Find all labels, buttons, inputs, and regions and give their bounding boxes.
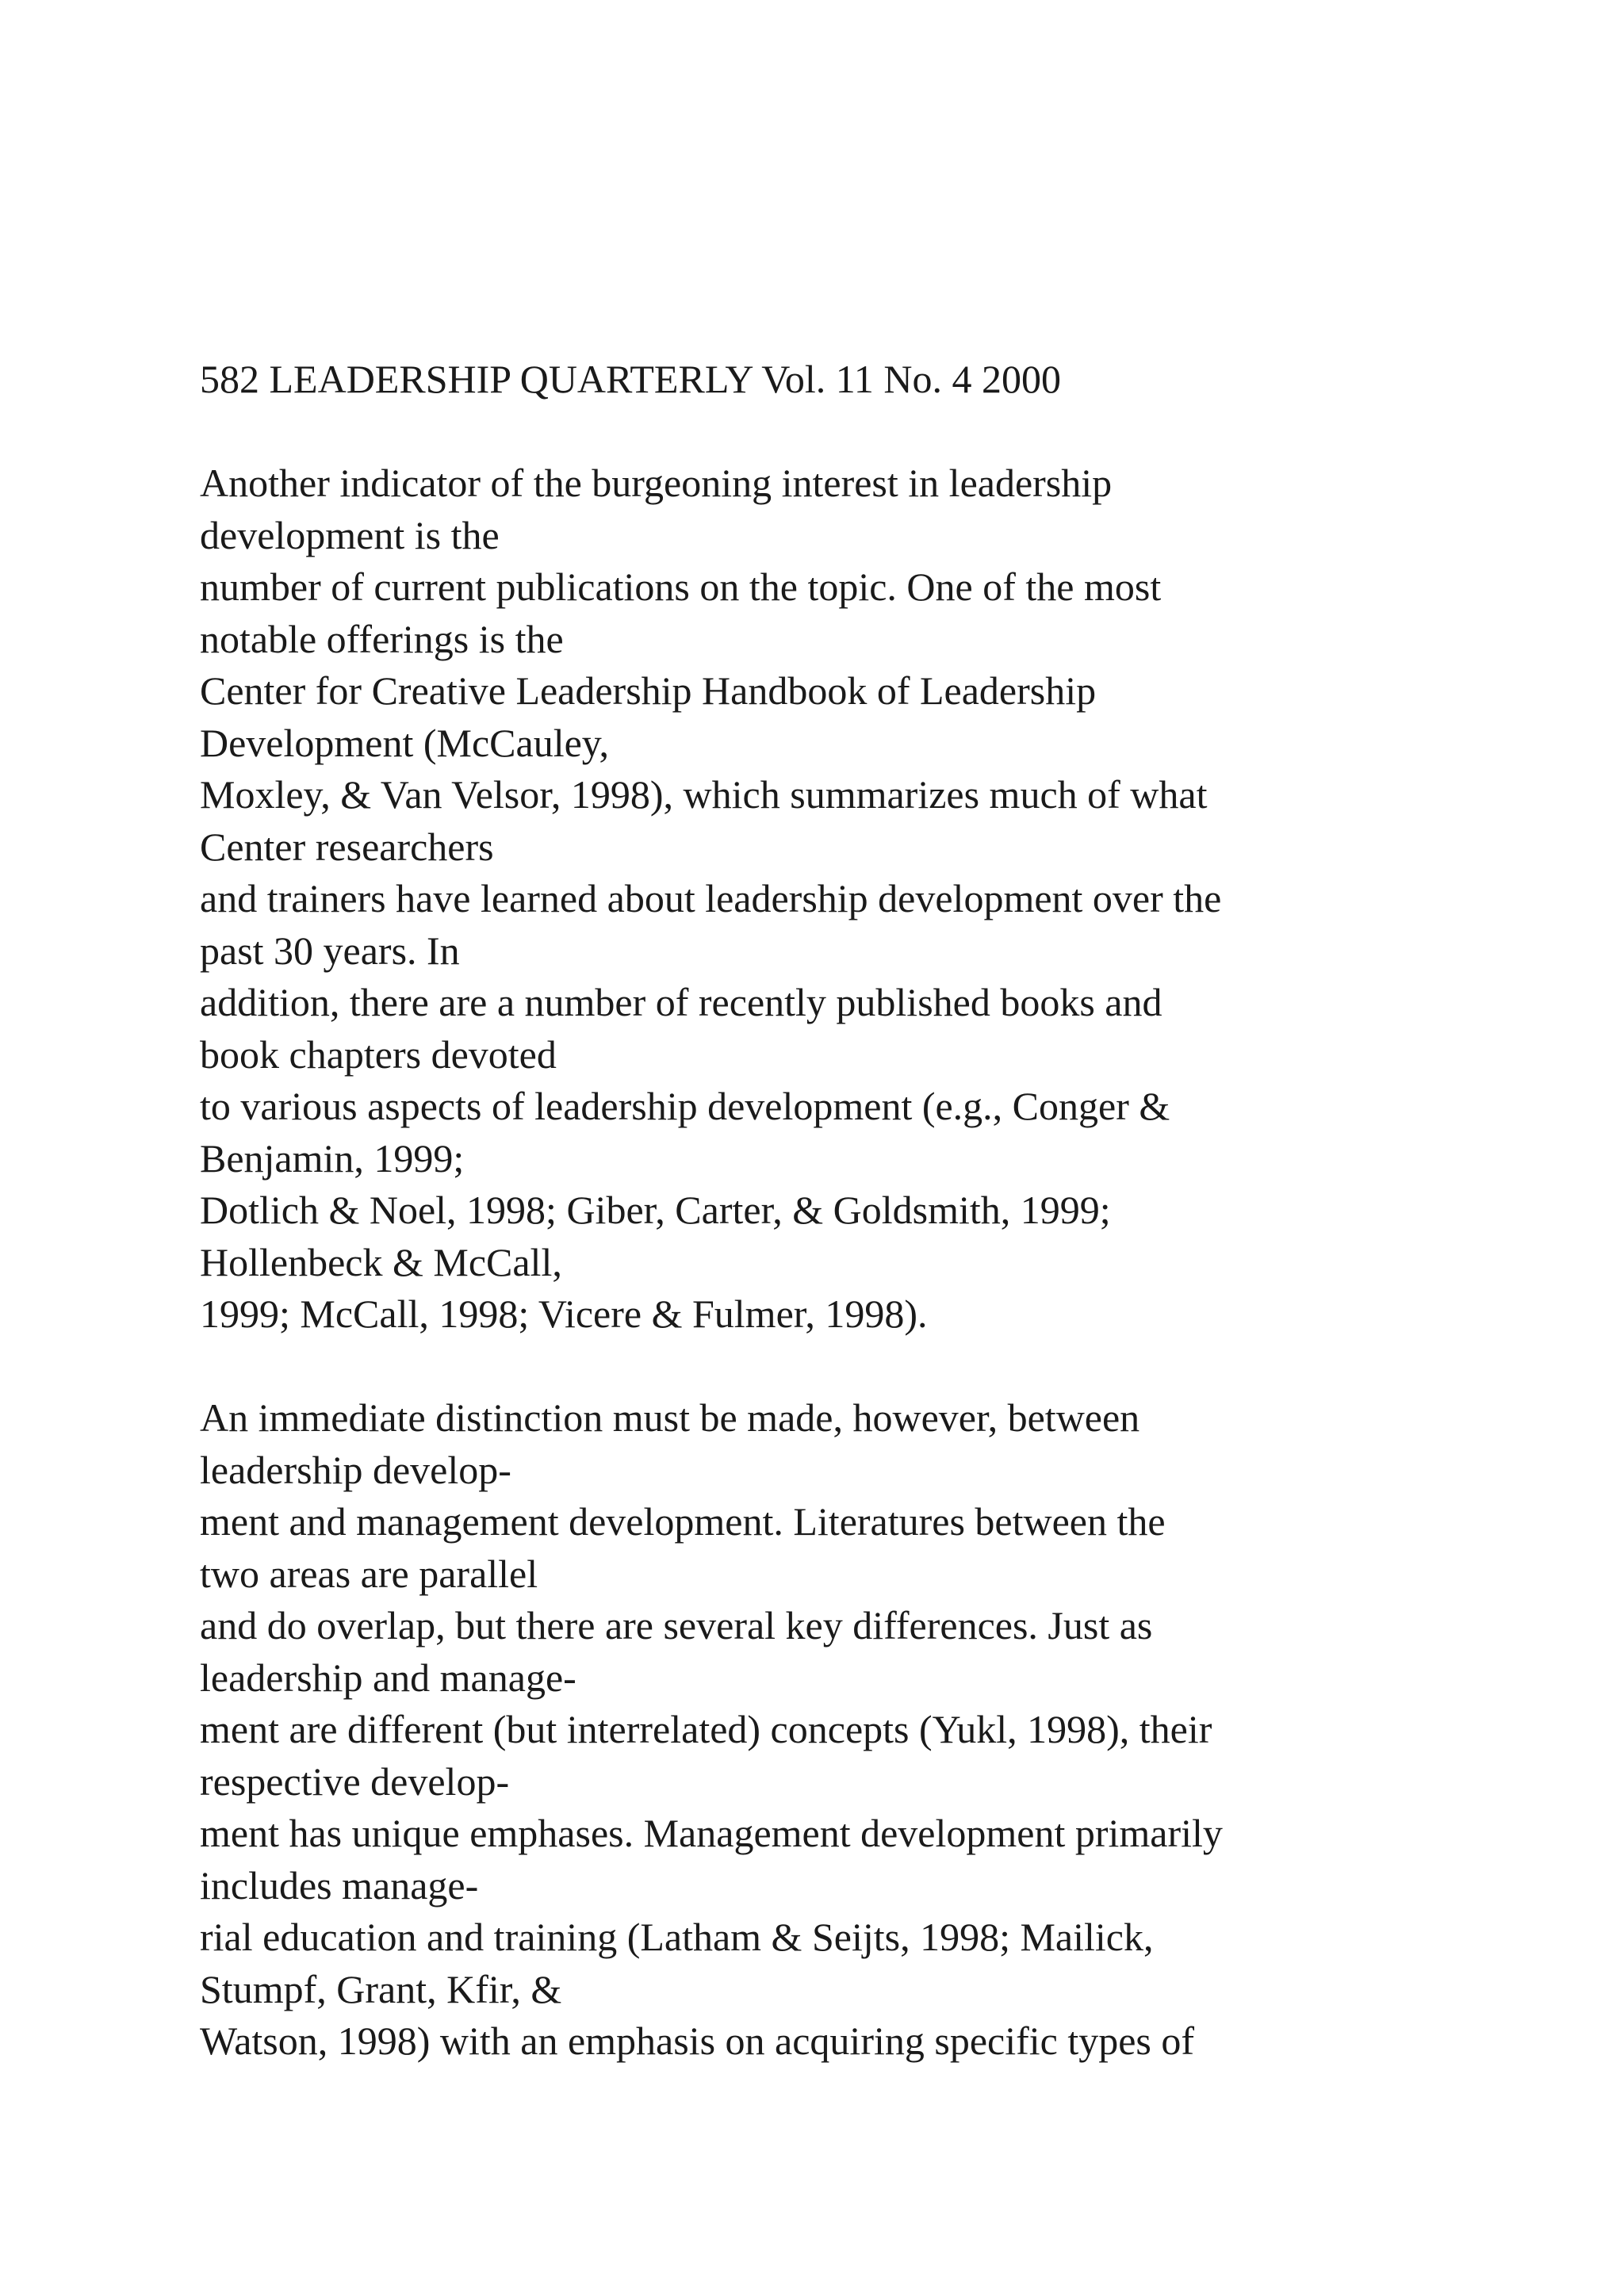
- text-line: rial education and training (Latham & Seijts, 1998; Mailick,: [200, 1915, 1154, 1959]
- text-line: two areas are parallel: [200, 1551, 538, 1596]
- text-line: and trainers have learned about leadership development over the: [200, 876, 1222, 920]
- text-line: Another indicator of the burgeoning interest in leadership: [200, 461, 1113, 505]
- blank-line: [200, 1341, 1611, 1393]
- text-line: leadership and manage-: [200, 1655, 576, 1700]
- text-line: notable offerings is the: [200, 616, 564, 661]
- text-line: includes manage-: [200, 1862, 479, 1908]
- text-line: respective develop-: [200, 1758, 510, 1804]
- paragraph-2: [200, 1392, 1611, 2068]
- blank-line: [200, 406, 1611, 458]
- text-line: Center for Creative Leadership Handbook of Leadership: [200, 668, 1097, 713]
- text-line: ment has unique emphases. Management development primarily: [200, 1811, 1223, 1855]
- text-line: development is the: [200, 512, 500, 557]
- text-line: Stumpf, Grant, Kfir, &: [200, 1966, 562, 2011]
- text-line: Watson, 1998) with an emphasis on acquiring specific types of: [200, 2019, 1195, 2063]
- text-line: ment are different (but interrelated) concepts (Yukl, 1998), their: [200, 1707, 1212, 1751]
- text-line: Center researchers: [200, 824, 494, 869]
- text-line: ment and management development. Literatures between the: [200, 1499, 1166, 1544]
- text-line: Benjamin, 1999;: [200, 1135, 465, 1181]
- text-line: Development (McCauley,: [200, 720, 610, 765]
- text-line: An immediate distinction must be made, however, between: [200, 1395, 1140, 1440]
- running-head: 582 LEADERSHIP QUARTERLY Vol. 11 No. 4 2000: [200, 357, 1062, 401]
- text-line: number of current publications on the topic. One of the most: [200, 564, 1162, 609]
- text-line: addition, there are a number of recently published books and: [200, 980, 1162, 1024]
- text-line: 1999; McCall, 1998; Vicere & Fulmer, 1998).: [200, 1292, 928, 1336]
- paragraph-1: [200, 457, 1611, 1341]
- text-line: book chapters devoted: [200, 1031, 557, 1077]
- text-line: Hollenbeck & McCall,: [200, 1239, 562, 1284]
- text-line: leadership develop-: [200, 1447, 511, 1492]
- text-line: past 30 years. In: [200, 928, 460, 973]
- document-body: [200, 354, 1611, 2068]
- text-line: Moxley, & Van Velsor, 1998), which summarizes much of what: [200, 772, 1208, 817]
- text-line: and do overlap, but there are several key differences. Just as: [200, 1603, 1153, 1647]
- text-line: to various aspects of leadership development (e.g., Conger &: [200, 1084, 1170, 1128]
- text-line: Dotlich & Noel, 1998; Giber, Carter, & Goldsmith, 1999;: [200, 1188, 1111, 1232]
